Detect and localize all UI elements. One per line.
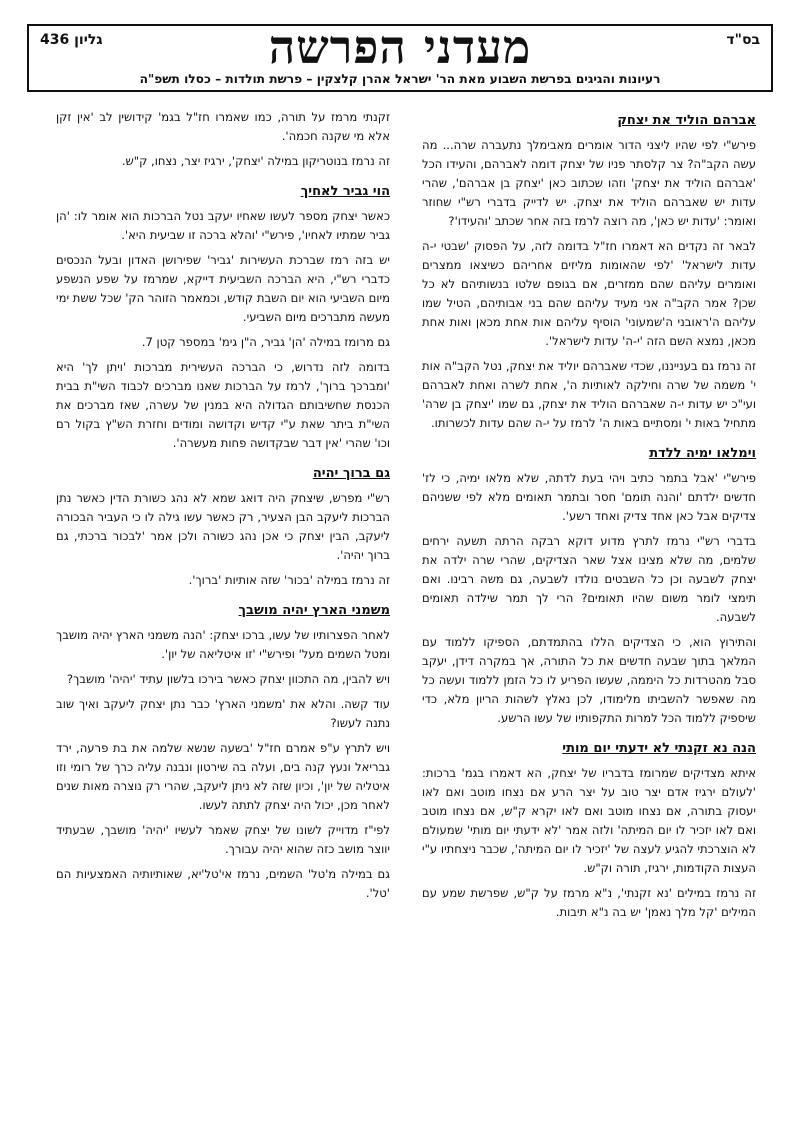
right-column (422, 108, 756, 1113)
article-section (422, 740, 756, 922)
section-paragraph: זה נרמז גם בענייננו, שכדי שאברהם יוליד את יצחק, נטל הקב"ה אות י' משמה של שרה וחילקה לאותיות ה', אחת לשרה ואחת לאברהם ועי"כ יש עדות י-ה שאברהם הוליד את יצחק, גם שמו 'יצחק בן שרה' מתחיל באות י' ומסתיים באות ה' לרמז על י-ה שהם עדות לכשרותו. (422, 359, 756, 430)
section-paragraph: בדברי רש"י נרמז לתרץ מדוע דוקא רבקה הרתה תשעה ירחים שלמים, מה שלא מצינו אצל שאר הצדיקים, שהרי שרה ילדה את יצחק לשבעה וכן כל השבטים נולדו לשבעה, גם משה רבינו. ואם תימצי לומר משום שהיו תאומים? הרי לך תמר שילדה תאומים לשבעה. (422, 534, 756, 624)
article-section (422, 112, 756, 433)
section-paragraph: זקנתי מרמז על תורה, כמו שאמרו חז"ל בגמ' קידושין לב 'אין זקן אלא מי שקנה חכמה'. (56, 110, 390, 143)
section-paragraph: בדומה לזה נדרוש, כי הברכה העשירית מברכות 'ויתן לך' היא 'ומברכך ברוך', לרמז על הברכות שאנו מברכים לכבוד השי"ת בבית הכנסת שחשיבותם הגדולה היא במנין של עשרה, שאז מברכים את השי"ת ביתר שאת ע"י קדיש וקדושה ומודים וחזרת הש"ץ בקול רם וכו' שהרי 'אין דבר שבקדושה פחות מעשרה'. (56, 360, 390, 450)
masthead-title: מעדני הפרשה (268, 20, 532, 74)
article-section (56, 183, 390, 453)
section-paragraph: לפי"ז מדוייק לשונו של יצחק שאמר לעשיו 'יהיה' מושבך, שבעתיד יווצר מושב כזה שהוא יהיה עבורך. (56, 823, 390, 856)
issue-number: גליון 436 (40, 32, 103, 48)
section-paragraph: ויש להבין, מה התכוון יצחק כאשר בירכו בלשון עתיד 'יהיה' מושבך? (66, 672, 390, 686)
section-paragraph: לבאר זה נקדים הא דאמרו חז"ל בדומה לזה, על הפסוק 'שבטי י-ה עדות לישראל' 'לפי שהאומות מליזים אחריהם כשיצאו ממצרים ואומרים עליהם שהם ממזרים, אם בגופם שלטו בנשותיהם לא כל שכן? אמר הקב"ה אני מעיד עליהם שהם בני אבותיהם, הטיל שמו עליהם ה'ראובני ה'שמעוני' הוסיף עליהם אות אחת מכאן ואות אחת מכאן, נמצא השם הזה 'י-ה' עדות לישראל'. (422, 239, 756, 348)
section-heading: הנה נא זקנתי לא ידעתי יום מותי (562, 741, 756, 756)
section-paragraph: יש בזה רמז שברכת העשירות 'גביר' שפירושן האדון ובעל הנכסים כדברי רש"י, היא הברכה השביעית דייקא, שמרמז על שפע הנשפע מיום השביעי הוא יום השבת קודש, וכמאמר הזוהר הק' שכל ששת ימי מעשה מתברכים מיום השביעי. (56, 253, 390, 324)
section-heading: הוי גביר לאחיך (300, 184, 390, 199)
article-section (56, 602, 390, 903)
bsd-mark: בס"ד (726, 32, 760, 48)
section-heading: אברהם הוליד את יצחק (617, 113, 756, 128)
section-paragraph: והתירוץ הוא, כי הצדיקים הללו בהתמדתם, הספיקו ללמוד עם המלאך בתוך שבעה חדשים את כל התורה, אך במקרה דידן, יעקב סבל מהטרדות כל היממה, שעשו הפריע לו כל הזמן ללמוד ועשה כל מה שאפשר להשביתו מלימודו, לכן נאלץ לשהות הריון מלא, כדי שיספיק ללמוד הכל למרות התקפותיו של עשו הרשע. (422, 635, 756, 725)
section-heading: גם ברוך יהיה (312, 466, 390, 481)
section-paragraph: גם במילה מ'טל' השמים, נרמז אי'טל'יא, שאותיותיה האמצעיות הם 'טל'. (56, 867, 390, 900)
section-paragraph: זה נרמז בנוטריקון במילה 'יצחק', ירגיז יצר, נצחו, ק"ש. (121, 154, 390, 168)
masthead-subtitle: רעיונות והגיגים בפרשת השבוע מאת הר' ישראל אהרן קלצקין – פרשת תולדות – כסלו תשפ"ה (139, 72, 661, 86)
article-section (56, 465, 390, 590)
article-section (422, 445, 756, 728)
section-paragraph: כאשר יצחק מספר לעשו שאחיו יעקב נטל הברכות הוא אומר לו: 'הן גביר שמתיו לאחיו', פירש"י 'והלא ברכה זו שביעית היא'. (56, 209, 390, 242)
section-paragraph: לאחר הפצרותיו של עשו, ברכו יצחק: 'הנה משמני הארץ יהיה מושבך ומטל השמים מעל' ופירש"י 'זו איטליאה של יון'. (56, 628, 390, 661)
section-paragraph: פירש"י לפי שהיו ליצני הדור אומרים מאבימלך נתעברה שרה... מה עשה הקב"ה? צר קלסתר פניו של יצחק דומה לאברהם, והעידו הכל 'אברהם הוליד את יצחק' וזהו שכתוב כאן 'יצחק בן אברהם', שהרי עדות יש שאברהם הוליד את יצחק. יש לדייק בדברי רש"י שחוזר ואומר: 'עדות יש כאן', מה רוצה לרמז בזה אחר שכתב 'והעידו'? (422, 138, 756, 228)
section-paragraph: זה נרמז במילים 'נא זקנתי', נ"א מרמז על ק"ש, שפרשת שמע עם המילים 'קל מלך נאמן' יש בה נ"א תיבות. (422, 886, 756, 919)
section-paragraph: זה נרמז במילה 'בכור' שזה אותיות 'ברוך'. (188, 573, 390, 587)
section-heading: וימלאו ימיה ללדת (649, 446, 756, 461)
section-heading: משמני הארץ יהיה מושבך (238, 603, 390, 618)
section-paragraph: רש"י מפרש, שיצחק היה דואג שמא לא נהג כשורת הדין כאשר נתן הברכות ליעקב הבן הצעיר, רק כאשר עשו גילה לו כי העביר הבכורה ליעקב, הבין יצחק כי אכן נהג כשורה ולכן אמר 'לבכור ברכתי, גם ברוך יהיה'. (56, 491, 390, 562)
section-paragraph: פירש"י 'אבל בתמר כתיב ויהי בעת לדתה, שלא מלאו ימיה, כי לז' חדשים ילדתם 'והנה תומם' חסר ובתמר תאומים מלא לפי ששניהם צדיקים אבל כאן אחד צדיק ואחד רשע'. (422, 471, 756, 523)
left-column (56, 108, 390, 1113)
section-paragraph: איתא מצדיקים שמרומז בדבריו של יצחק, הא דאמרו בגמ' ברכות: 'לעולם ירגיז אדם יצר טוב על יצר הרע אם נצחו מוטב ואם לאו יעסוק בתורה, אם נצחו מוטב ואם לאו יקרא ק"ש, אם נצחו מוטב ואם לאו יזכיר לו יום המיתה' ולזה אמר 'לא ידעתי יום מותי' שמעולם לא הוצרכתי להגיע לעצה של 'יזכיר לו יום המיתה', שכבר ניצחתיו ע"י העצות הקודמות, ירגיז, תורה וק"ש. (422, 766, 756, 875)
article-section (56, 108, 390, 171)
section-paragraph: עוד קשה. והלא את 'משמני הארץ' כבר נתן יצחק ליעקב ואיך שוב נתנה לעשו? (56, 697, 390, 730)
section-paragraph: גם מרומז במילה 'הן' גביר, ה"ן גימ' במספר קטן 7. (141, 335, 390, 349)
section-paragraph: ויש לתרץ ע"פ אמרם חז"ל 'בשעה שנשא שלמה את בת פרעה, ירד גבריאל ונעץ קנה בים, ועלה בה שירטון ונבנה עליה כרך של רומי וזו איטליה של יון', וכיון שזה לא ניתן ליעקב, שהרי רק נוצרה מאות שנים לאחר מכן, יכול היה יצחק לתתה לעשו. (56, 741, 390, 812)
